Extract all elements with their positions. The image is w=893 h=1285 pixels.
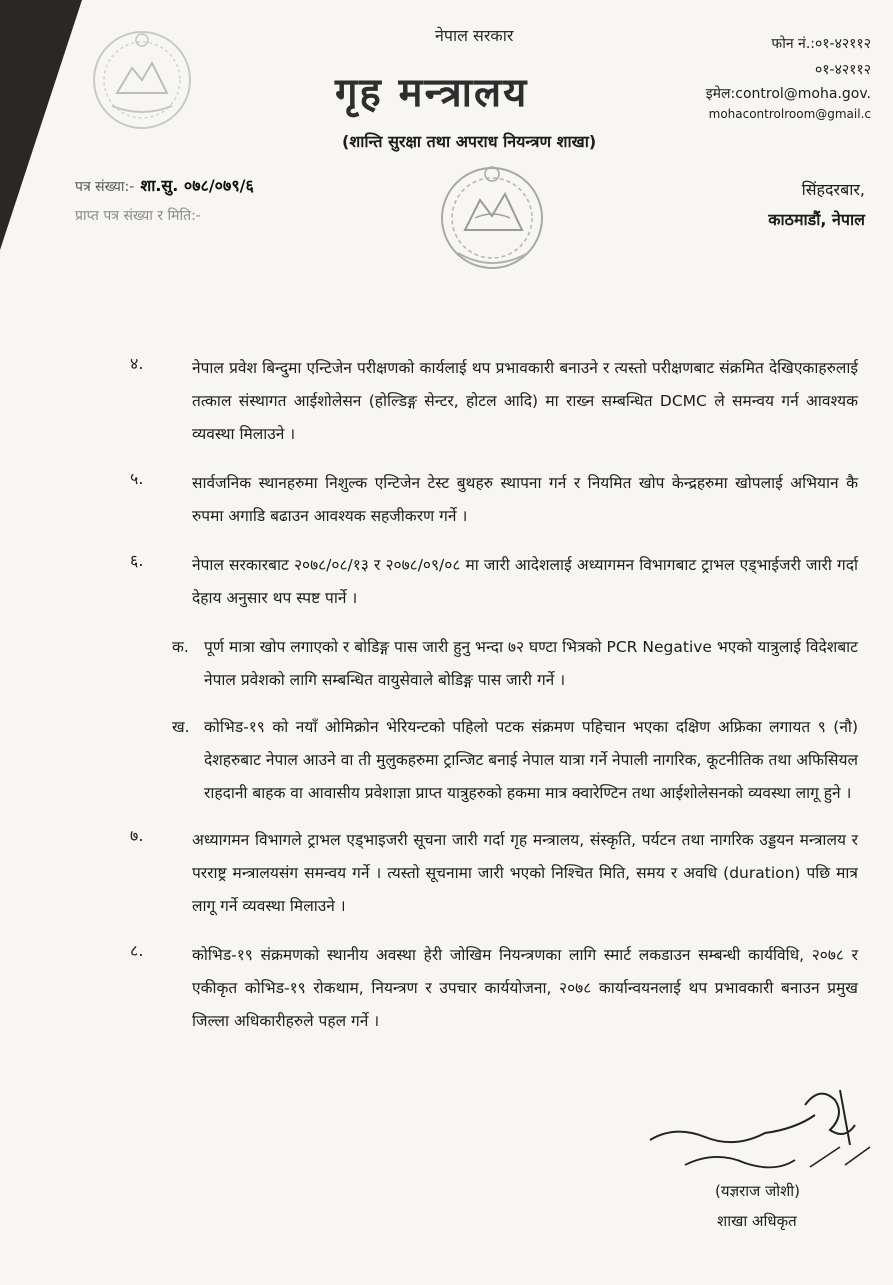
phone-number-1: ०१-४२११२ xyxy=(814,36,871,52)
list-item xyxy=(110,939,858,1038)
phone-line-1 xyxy=(771,34,871,53)
nepal-emblem-icon xyxy=(82,18,202,138)
received-letter-label: प्राप्त पत्र संख्या र मिति:- xyxy=(75,208,201,224)
sub-item-text: पूर्ण मात्रा खोप लगाएको र बोडिङ्ग पास जारी हुनु भन्दा ७२ घण्टा भित्रको PCR Negative भएको यात्रुलाई विदेशबाट नेपाल प्रवेशको लागि सम्बन्धित वायुसेवाले बोडिङ्ग पास जारी गर्ने । xyxy=(204,638,858,689)
list-item xyxy=(110,549,858,615)
government-label: नेपाल सरकार xyxy=(435,26,514,45)
item-text: सार्वजनिक स्थानहरुमा निशुल्क एन्टिजेन टेस्ट बुथहरु स्थापना गर्न र नियमित खोप केन्द्रहरुमा खोपलाई अभियान कै रुपमा अगाडि बढाउन आवश्यक सहजीकरण गर्ने । xyxy=(192,474,858,525)
letter-number-row xyxy=(75,174,254,196)
phone-number-2: ०१-४२११२ xyxy=(814,62,871,78)
signatory-name: (यज्ञराज जोशी) xyxy=(715,1182,801,1200)
letter-number-value: शा.सु. ०७८/०७९/६ xyxy=(140,176,254,195)
letter-number-label: पत्र संख्या:- xyxy=(75,179,135,195)
item-text: नेपाल प्रवेश बिन्दुमा एन्टिजेन परीक्षणको कार्यलाई थप प्रभावकारी बनाउने र त्यस्तो परीक्षणबाट संक्रमित देखिएकाहरुलाई तत्काल संस्थागत आईशोलेसन (होल्डिङ्ग सेन्टर, होटल आदि) मा राख्न सम्बन्धित DCMC ले समन्वय गर्न आवश्यक व्यवस्था मिलाउने । xyxy=(192,359,858,443)
item-number: ८. xyxy=(130,941,144,960)
sub-item-label: ख. xyxy=(172,718,190,736)
email-2: mohacontrolroom@gmail.c xyxy=(708,107,871,121)
branch-name: (शान्ति सुरक्षा तथा अपराध नियन्त्रण शाखा) xyxy=(342,132,597,151)
item-number: ५. xyxy=(130,469,144,488)
email-1: control@moha.gov. xyxy=(735,86,871,102)
item-number: ६. xyxy=(130,551,144,570)
address-line-1: सिंहदरबार, xyxy=(801,180,865,199)
sub-item-text: कोभिड-१९ को नयाँ ओमिक्रोन भेरियन्टको पहिलो पटक संक्रमण पहिचान भएका दक्षिण अफ्रिका लगायत ९ (नौ) देशहरुबाट नेपाल आउने वा ती मुलुकहरुमा ट्रान्जिट बनाई नेपाल यात्रा गर्ने नेपाली नागरिक, कूटनीतिक तथा अफिसियल राहदानी बाहक वा आवासीय प्रवेशाज्ञा प्राप्त यात्रुहरुको हकमा मात्र क्वारेण्टिन तथा आईशोलेसनको व्यवस्था लागू हुने । xyxy=(204,718,858,802)
phone-label: फोन नं.: xyxy=(771,36,815,52)
address-line-2: काठमाडौं, नेपाल xyxy=(768,210,865,229)
handwritten-signature-icon xyxy=(645,1085,875,1180)
nepal-emblem-center-icon xyxy=(430,158,560,283)
sub-item-label: क. xyxy=(172,638,189,656)
item-text: कोभिड-१९ संक्रमणको स्थानीय अवस्था हेरी जोखिम नियन्त्रणका लागि स्मार्ट लकडाउन सम्बन्धी कार्यविधि, २०७८ र एकीकृत कोभिड-१९ रोकथाम, नियन्त्रण र उपचार कार्ययोजना, २०७८ कार्यान्वयनलाई थप प्रभावकारी बनाउन प्रमुख जिल्ला अधिकारीहरुले पहल गर्ने । xyxy=(192,946,858,1030)
ministry-title: गृह मन्त्रालय xyxy=(335,70,529,116)
letter-body xyxy=(110,352,858,1054)
item-number: ४. xyxy=(130,354,144,373)
email-line-1 xyxy=(706,84,871,103)
item-text: नेपाल सरकारबाट २०७८/०८/१३ र २०७८/०९/०८ मा जारी आदेशलाई अध्यागमन विभागबाट ट्राभल एड्भाईजरी जारी गर्दा देहाय अनुसार थप स्पष्ट पार्ने । xyxy=(192,556,858,607)
list-item xyxy=(110,467,858,533)
list-item xyxy=(110,824,858,923)
item-text: अध्यागमन विभागले ट्राभल एड्भाइजरी सूचना जारी गर्दा गृह मन्त्रालय, संस्कृति, पर्यटन तथा नागरिक उड्डयन मन्त्रालय र परराष्ट्र मन्त्रालयसंग समन्वय गर्ने । त्यस्तो सूचनामा जारी भएको निश्चित मिति, समय र अवधि (duration) पछि मात्र लागू गर्ने व्यवस्था मिलाउने । xyxy=(192,831,858,915)
signatory-title: शाखा अधिकृत xyxy=(717,1212,797,1230)
item-number: ७. xyxy=(130,826,144,845)
email-label: इमेल: xyxy=(705,86,736,102)
sub-item xyxy=(172,631,858,697)
dark-corner-shadow xyxy=(0,0,82,250)
sub-item xyxy=(172,711,858,810)
signature-block xyxy=(645,1085,875,1275)
list-item xyxy=(110,352,858,451)
